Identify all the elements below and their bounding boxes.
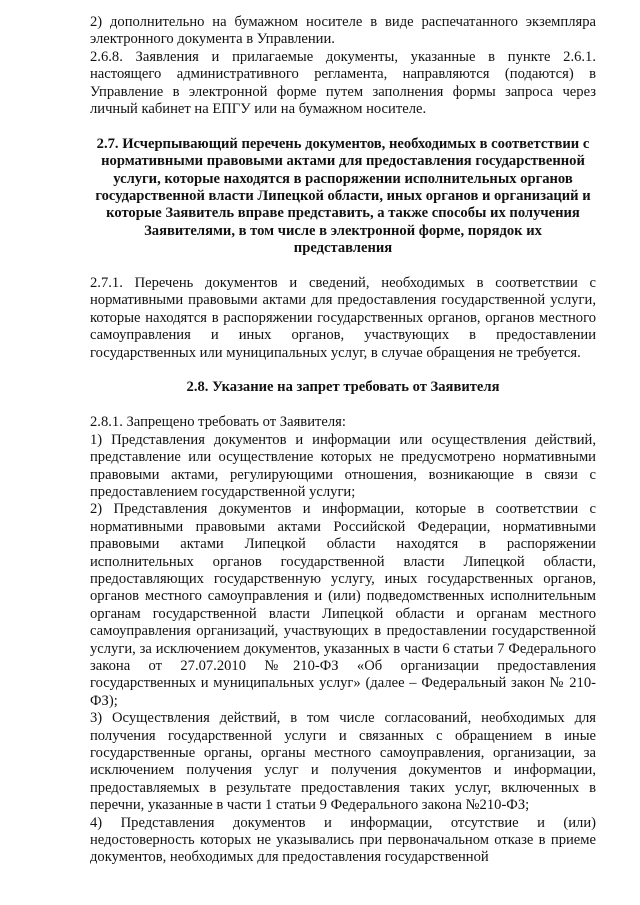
list-item-4: 4) Представления документов и информации, отсутствие и (или) недостоверность которых не указывались при первоначальном отказе в приеме документов, необходимых для предоставления государственной bbox=[90, 814, 596, 866]
section-heading-2-7: 2.7. Исчерпывающий перечень документов, необходимых в соответствии с нормативными правовыми актами для предоставления государственной услуги, которые находятся в распоряжении исполнительных органов государственной власти Липецкой области, иных органов и организаций и которые Заявитель вправе представить, а также способы их получения Заявителями, в том числе в электронной форме, порядок их представления bbox=[95, 135, 591, 257]
paragraph-2-8-1: 2.8.1. Запрещено требовать от Заявителя: bbox=[90, 414, 346, 431]
paragraph-paper-copy: 2) дополнительно на бумажном носителе в виде распечатанного экземпляра электронного документа в Управлении. bbox=[90, 14, 596, 48]
list-item-1: 1) Представления документов и информации или осуществления действий, представление или осуществление которых не предусмотрено нормативными правовыми актами, регулирующими отношения, возникающие в связи с предоставлением государственной услуги; bbox=[90, 431, 596, 500]
list-item-3: 3) Осуществления действий, в том числе согласований, необходимых для получения государственной услуги и связанных с обращением в иные государственные органы, органы местного самоуправления, организации, за исключением получения услуг и получения документов и информации, предоставляемых в результате предоставления таких услуг, включенных в перечни, указанные в части 1 статьи 9 Федерального закона №210-ФЗ; bbox=[90, 710, 596, 814]
document-page bbox=[90, 14, 596, 867]
paragraph-2-7-1: 2.7.1. Перечень документов и сведений, необходимых в соответствии с нормативными правовыми актами для предоставления государственной услуги, которые находятся в распоряжении государственных органов, органов местного самоуправления и иных органов, участвующих в предоставлении государственных или муниципальных услуг, в случае обращения не требуется. bbox=[90, 275, 596, 361]
section-heading-2-8: 2.8. Указание на запрет требовать от Заявителя bbox=[186, 379, 500, 396]
paragraph-2-6-8: 2.6.8. Заявления и прилагаемые документы, указанные в пункте 2.6.1. настоящего административного регламента, направляются (подаются) в Управление в электронной форме путем заполнения формы запроса через личный кабинет на ЕПГУ или на бумажном носителе. bbox=[90, 48, 596, 118]
list-item-2: 2) Представления документов и информации, которые в соответствии с нормативными правовыми актами Российской Федерации, нормативными правовыми актами Липецкой области находятся в распоряжении исполнительных органов государственной власти Липецкой области, предоставляющих государственную услугу, иных государственных органов, органов местного самоуправления и (или) подведомственных исполнительным органам государственной власти Липецкой области и органам местного самоуправления организаций, участвующих в предоставлении государственной услуги, за исключением документов, указанных в части 6 статьи 7 Федерального закона от 27.07.2010 №210-ФЗ «Об организации предоставления государственных и муниципальных услуг» (далее – Федеральный закон № 210-ФЗ); bbox=[90, 501, 596, 709]
